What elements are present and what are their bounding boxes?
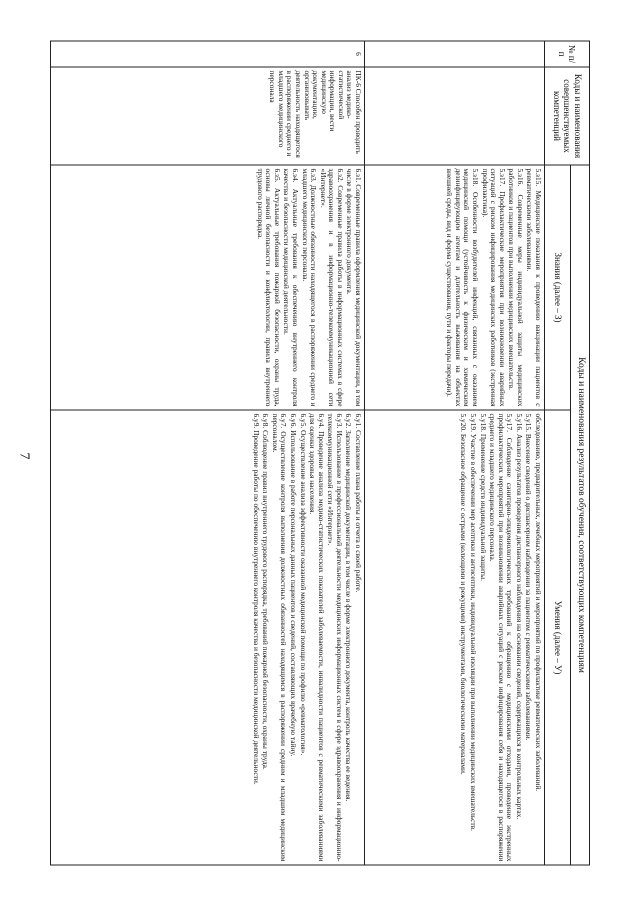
skill-item: обследованию, предварительных, лечебных мероприятий и мероприятий по профилактике ревматических заболеваний. xyxy=(534,413,543,791)
header-competencies: Коды и наименования совершенствуемых компетенций xyxy=(545,67,590,165)
skill-item: 5.у15. Внесение сведений о диспансерном наблюдении за пациентом с ревматическими заболеваниями. xyxy=(524,413,534,741)
row2-competency: ПК-6 Способен проводить анализ медико-статистической информации, вести медицинскую документацию, организовывать деятельность находящегося в распоряжении среднего и младшего медицинского персонала xyxy=(51,67,365,165)
page-number: 7 xyxy=(16,452,32,460)
rotated-table-container xyxy=(50,40,590,865)
knowledge-item: 6.з5. Актуальные требования пожарной безопасности, охраны труда, основы личной безопасности и конфликтологии, правила внутреннего трудового распорядка. xyxy=(255,168,282,406)
skill-item: 5.у17. Соблюдение санитарно-эпидемиологических требований к обращению с медицинскими отходами, проведение экстренных профилактических мероприятий при возникновении аварийных ситуаций с риском инфицирования себя и находящегося в распоряжении среднего и младшего медицинского персонала. xyxy=(488,413,515,861)
row2-knowledge xyxy=(51,165,365,410)
knowledge-item: 5.з16. Современные меры индивидуальной защиты медицинских работников и пациентов при выполнении медицинских вмешательств. xyxy=(507,168,525,406)
skill-item: 5.у19. Участие в обеспечении мер асептики и антисептики, индивидуальной изоляции при выполнении медицинских вмешательств. xyxy=(468,413,478,831)
knowledge-item: 5.з15. Медицинские показания к проведению вакцинации пациентов с ревматическими заболеваниями. xyxy=(525,168,543,406)
skill-item: 6.у1. Составление плана работы и отчета о своей работе. xyxy=(354,413,363,592)
knowledge-item: 6.з2. Современные правила работы в информационных системах в сфере здравоохранения и в информационно-телекоммуникационной сети «Интернет». xyxy=(318,168,345,406)
skill-item: 6.у5. Осуществление анализа эффективности оказанной медицинской помощи по профилю «ревматология». xyxy=(298,413,308,755)
skill-item: 5.у18. Применение средств индивидуальной защиты. xyxy=(478,413,488,581)
header-knowledge: Знания (далее – З) xyxy=(545,165,571,410)
knowledge-item: 6.з1. Современные правила оформления медицинской документации, в том числе в форме электронного документа. xyxy=(345,168,363,406)
row1-knowledge xyxy=(365,165,545,410)
row2-num: 6 xyxy=(51,41,365,67)
knowledge-item: 6.з3. Должностные обязанности находящегося в распоряжении среднего и младшего медицинского персонала. xyxy=(300,168,319,406)
skill-item: 6.у9. Проведение работы по обеспечению внутреннего контроля качества и безопасности медицинской деятельности. xyxy=(251,413,261,785)
header-skills: Умения (далее – У) xyxy=(545,410,571,865)
row1-num xyxy=(365,41,545,67)
row1-skills xyxy=(365,410,545,865)
header-row-main xyxy=(571,41,590,865)
knowledge-item: 6.з4. Актуальные требования к обеспечению внутреннего контроля качества и безопасности медицинской деятельности. xyxy=(282,168,300,406)
skill-item: 6.у3. Использование в профессиональной деятельности медицинских информационных систем в сфере здравоохранения и информационно-телекоммуникационной сети «Интернет». xyxy=(326,413,344,861)
skill-item: 6.у8. Соблюдение правил внутреннего трудового распорядка, требований пожарной безопасности, охраны труда. xyxy=(261,413,271,770)
row2-skills xyxy=(51,410,365,865)
skill-item: 5.у16. Анализ результатов проведения диспансерного наблюдения на основании сведений, содержащихся в контрольных картах. xyxy=(514,413,524,819)
knowledge-item: 5.з17. Профилактические мероприятия при возникновении аварийных ситуаций с риском инфицирования медицинских работников (экстренная профилактика). xyxy=(480,168,507,406)
table-row xyxy=(365,41,545,865)
header-row-sub xyxy=(545,41,571,865)
skill-item: 6.у6. Использование в работе персональных данных пациентов и сведений, составляющих врачебную тайну. xyxy=(288,413,298,756)
knowledge-item: 5.з18. Особенности возбудителей инфекций, связанных с оказанием медицинской помощи (устойчивость к физическим и химическим дезинфицирующим агентам и длительность выживания на объектах внешней среды, вид и форма существования, пути и факторы передачи). xyxy=(445,168,480,406)
header-results: Коды и наименования результатов обучения, соответствующих компетенциям xyxy=(571,165,590,865)
skill-item: 5.у20. Безопасное обращение с острыми (колющими и режущими) инструментами, биологическими материалами. xyxy=(459,413,469,775)
skill-item: 6.у2. Заполнение медицинской документации, в том числе в форме электронного документа, контроль качества ее ведения. xyxy=(344,413,354,801)
header-num: № п/п xyxy=(545,41,590,67)
skill-item: 6.у7. Осуществление контроля выполнения должностных обязанностей находящимся в распоряжении средним и младшим медицинским персоналом. xyxy=(270,413,289,861)
table-row xyxy=(51,41,365,865)
skill-item: 6.у4. Проведение анализа медико-статистических показателей заболеваемости, инвалидности пациентов с ревматическими заболеваниями для оценки здоровья населения. xyxy=(308,413,326,861)
competencies-table xyxy=(50,40,590,865)
row1-competency xyxy=(365,67,545,165)
